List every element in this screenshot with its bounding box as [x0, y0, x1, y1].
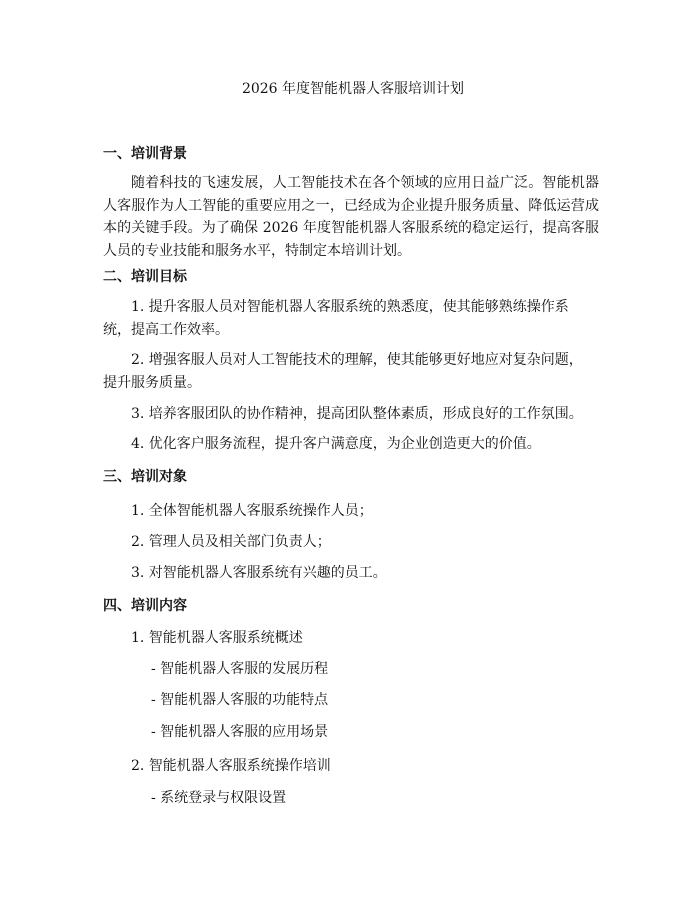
section-heading-content: 四、培训内容 — [103, 598, 187, 614]
content-subtopic: - 智能机器人客服的发展历程 — [151, 661, 329, 677]
background-paragraph: 随着科技的飞速发展，人工智能技术在各个领域的应用日益广泛。智能机器人客服作为人工智能的重要应用之一，已经成为企业提升服务质量、降低运营成本的关键手段。为了确保 2026 年度智能机器人客服系统的稳定运行，提高客服人员的专业技能和服务水平，特制定本培训计划。 — [103, 175, 599, 259]
content-subtopic: - 智能机器人客服的应用场景 — [151, 724, 329, 740]
goal-item: 3. 培养客服团队的协作精神，提高团队整体素质，形成良好的工作氛围。 — [131, 406, 583, 422]
section-heading-audience: 三、培训对象 — [103, 469, 187, 485]
content-subtopic: - 系统登录与权限设置 — [151, 790, 287, 806]
goal-item: 1. 提升客服人员对智能机器人客服系统的熟悉度，使其能够熟练操作系统，提高工作效率。 — [103, 299, 569, 338]
audience-item: 1. 全体智能机器人客服系统操作人员； — [131, 503, 373, 519]
audience-item: 2. 管理人员及相关部门负责人； — [131, 534, 331, 550]
content-module-title: 2. 智能机器人客服系统操作培训 — [131, 758, 331, 774]
section-heading-background: 一、培训背景 — [103, 146, 187, 162]
section-heading-goals: 二、培训目标 — [103, 269, 187, 285]
content-subtopic: - 智能机器人客服的功能特点 — [151, 692, 329, 708]
goal-item: 2. 增强客服人员对人工智能技术的理解，使其能够更好地应对复杂问题，提升服务质量。 — [103, 352, 583, 391]
content-module-title: 1. 智能机器人客服系统概述 — [131, 630, 303, 646]
goal-item: 4. 优化客户服务流程，提升客户满意度，为企业创造更大的价值。 — [131, 436, 541, 452]
audience-item: 3. 对智能机器人客服系统有兴趣的员工。 — [131, 565, 387, 581]
document-title: 2026 年度智能机器人客服培训计划 — [241, 81, 465, 97]
